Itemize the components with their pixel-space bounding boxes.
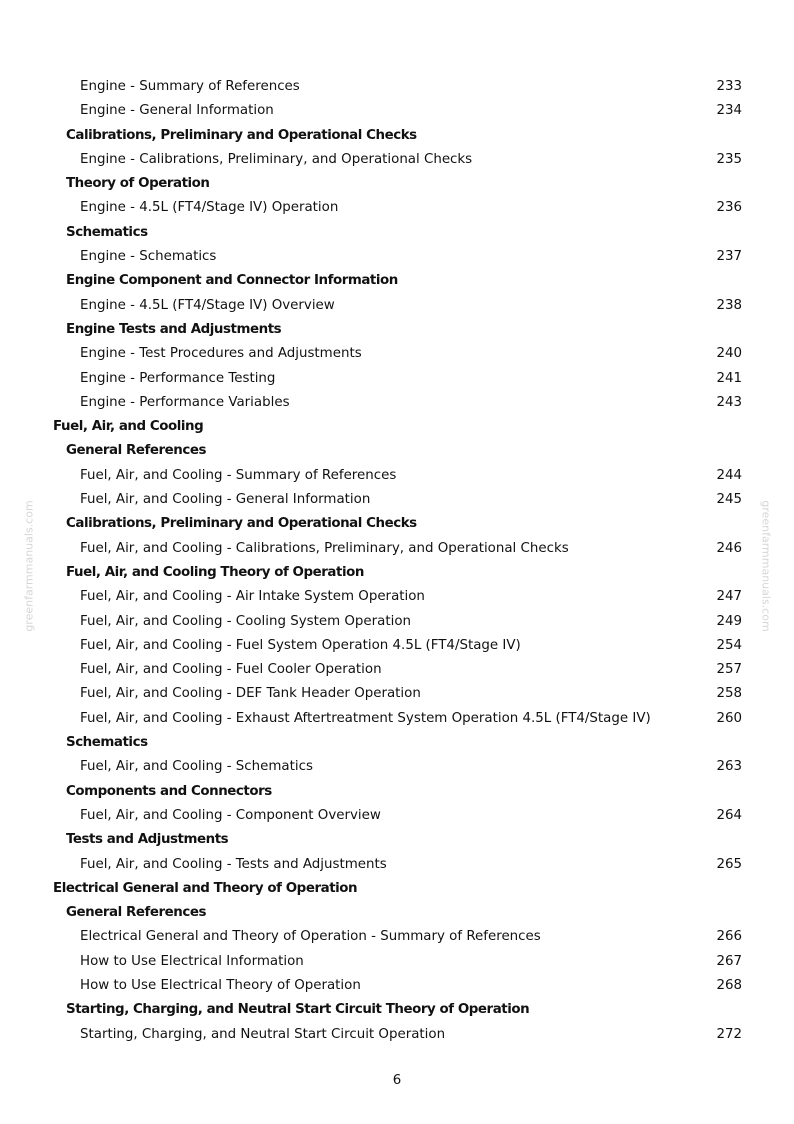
toc-entry-title: Engine - 4.5L (FT4/Stage IV) Overview	[80, 297, 335, 313]
toc-entry-title: Fuel, Air, and Cooling - Summary of References	[80, 467, 397, 483]
toc-subsection	[0, 828, 794, 852]
toc-subsection-title: Engine Tests and Adjustments	[66, 321, 282, 337]
toc-page-number: 249	[716, 613, 742, 629]
toc-subsection	[0, 512, 794, 536]
toc-page-number: 266	[716, 929, 742, 945]
toc-entry-title: Engine - Summary of References	[80, 79, 300, 94]
toc-entry-title: Fuel, Air, and Cooling - DEF Tank Header Operation	[80, 686, 421, 702]
toc-subsection-title: General References	[66, 905, 206, 921]
toc-subsection	[0, 318, 794, 342]
toc-entry-title: Engine - Calibrations, Preliminary, and Operational Checks	[80, 151, 473, 167]
toc-entry-title: How to Use Electrical Information	[80, 953, 304, 969]
toc-entry[interactable]	[0, 804, 794, 828]
toc-subsection-title: Schematics	[66, 735, 148, 751]
toc-page-number: 243	[716, 394, 742, 410]
toc-entry[interactable]	[0, 99, 794, 123]
toc-entry[interactable]	[0, 755, 794, 779]
toc-entry-title: Engine - Schematics	[80, 249, 217, 265]
toc-entry[interactable]	[0, 634, 794, 658]
toc-entry-title: Fuel, Air, and Cooling - Air Intake System Operation	[80, 589, 425, 605]
toc-subsection-title: Tests and Adjustments	[66, 832, 229, 848]
toc-entry[interactable]	[0, 196, 794, 220]
toc-subsection-title: Starting, Charging, and Neutral Start Circuit Theory of Operation	[66, 1002, 530, 1018]
toc-page-number: 268	[716, 977, 742, 993]
toc-page-number: 263	[716, 759, 742, 775]
toc-entry[interactable]	[0, 707, 794, 731]
toc-subsection	[0, 901, 794, 925]
toc-entry-title: Fuel, Air, and Cooling - General Information	[80, 492, 371, 508]
toc-entry[interactable]	[0, 75, 794, 99]
toc-entry[interactable]	[0, 682, 794, 706]
toc-page-number: 254	[716, 637, 742, 653]
toc-subsection-title: Components and Connectors	[66, 783, 272, 799]
toc-entry[interactable]	[0, 658, 794, 682]
toc-entry-title: Engine - Test Procedures and Adjustments	[80, 346, 362, 362]
toc-subsection-title: Calibrations, Preliminary and Operational Checks	[66, 516, 417, 532]
toc-section	[0, 877, 794, 901]
toc-subsection	[0, 124, 794, 148]
page-number: 6	[392, 1073, 402, 1088]
toc-page-number: 235	[716, 151, 742, 167]
toc-subsection-title: Theory of Operation	[66, 176, 210, 192]
toc-page-number: 241	[716, 370, 742, 386]
toc-page-number: 247	[716, 589, 742, 605]
toc-entry[interactable]	[0, 853, 794, 877]
toc-entry-title: Fuel, Air, and Cooling - Fuel Cooler Operation	[80, 662, 382, 678]
toc-subsection	[0, 269, 794, 293]
toc-entry-title: Fuel, Air, and Cooling - Tests and Adjustments	[80, 856, 387, 872]
toc-entry[interactable]	[0, 537, 794, 561]
toc-page-number: 233	[716, 79, 742, 94]
toc-entry[interactable]	[0, 610, 794, 634]
toc-section-title: Electrical General and Theory of Operation	[53, 880, 358, 896]
toc-entry-title: Fuel, Air, and Cooling - Component Overview	[80, 807, 381, 823]
toc-entry-title: Engine - Performance Variables	[80, 394, 290, 410]
toc-subsection	[0, 780, 794, 804]
toc-entry-title: Fuel, Air, and Cooling - Calibrations, Preliminary, and Operational Checks	[80, 540, 569, 556]
toc-subsection-title: Fuel, Air, and Cooling Theory of Operation	[66, 564, 364, 580]
toc-entry-title: Fuel, Air, and Cooling - Fuel System Operation 4.5L (FT4/Stage IV)	[80, 637, 521, 653]
toc-entry[interactable]	[0, 367, 794, 391]
toc-entry-title: Electrical General and Theory of Operation - Summary of References	[80, 929, 541, 945]
toc-subsection-title: Schematics	[66, 224, 148, 240]
toc-entry-title: Fuel, Air, and Cooling - Exhaust Aftertreatment System Operation 4.5L (FT4/Stage IV)	[80, 710, 651, 726]
toc-page-number: 264	[716, 807, 742, 823]
toc-page-number: 265	[716, 856, 742, 872]
toc-entry[interactable]	[0, 925, 794, 949]
toc-entry-title: Engine - 4.5L (FT4/Stage IV) Operation	[80, 200, 339, 216]
watermark-text-left: greenfarmmanuals.com	[22, 500, 36, 632]
toc-subsection-title: Engine Component and Connector Information	[66, 273, 398, 289]
toc-subsection-title: Calibrations, Preliminary and Operational Checks	[66, 127, 417, 143]
toc-entry-title: Fuel, Air, and Cooling - Cooling System Operation	[80, 613, 412, 629]
toc-entry[interactable]	[0, 148, 794, 172]
toc-entry[interactable]	[0, 950, 794, 974]
toc-page-number: 234	[716, 103, 742, 119]
watermark-text-right: greenfarmmanuals.com	[759, 500, 773, 632]
toc-subsection	[0, 998, 794, 1022]
toc-page-number: 267	[716, 953, 742, 969]
toc-page-number: 257	[716, 662, 742, 678]
table-of-contents	[0, 75, 794, 1047]
toc-entry[interactable]	[0, 391, 794, 415]
toc-entry[interactable]	[0, 488, 794, 512]
toc-entry-title: Starting, Charging, and Neutral Start Circuit Operation	[80, 1026, 446, 1042]
toc-page-number: 260	[716, 710, 742, 726]
toc-subsection	[0, 731, 794, 755]
toc-entry[interactable]	[0, 1023, 794, 1047]
toc-page-number: 245	[716, 492, 742, 508]
toc-page-number: 237	[716, 249, 742, 265]
toc-page-number: 236	[716, 200, 742, 216]
toc-entry-title: Fuel, Air, and Cooling - Schematics	[80, 759, 313, 775]
toc-section-title: Fuel, Air, and Cooling	[53, 419, 204, 435]
toc-entry[interactable]	[0, 294, 794, 318]
toc-entry[interactable]	[0, 245, 794, 269]
toc-page-number: 238	[716, 297, 742, 313]
toc-entry-title: Engine - General Information	[80, 103, 274, 119]
toc-subsection	[0, 172, 794, 196]
toc-subsection	[0, 221, 794, 245]
toc-subsection-title: General References	[66, 443, 206, 459]
toc-entry[interactable]	[0, 974, 794, 998]
toc-entry[interactable]	[0, 464, 794, 488]
toc-page-number: 240	[716, 346, 742, 362]
toc-page-number: 272	[716, 1026, 742, 1042]
toc-page-number: 258	[716, 686, 742, 702]
toc-entry[interactable]	[0, 342, 794, 366]
toc-entry[interactable]	[0, 585, 794, 609]
toc-subsection	[0, 561, 794, 585]
toc-page-number: 244	[716, 467, 742, 483]
toc-subsection	[0, 439, 794, 463]
toc-entry-title: How to Use Electrical Theory of Operation	[80, 977, 361, 993]
toc-entry-title: Engine - Performance Testing	[80, 370, 276, 386]
toc-section	[0, 415, 794, 439]
toc-page-number: 246	[716, 540, 742, 556]
